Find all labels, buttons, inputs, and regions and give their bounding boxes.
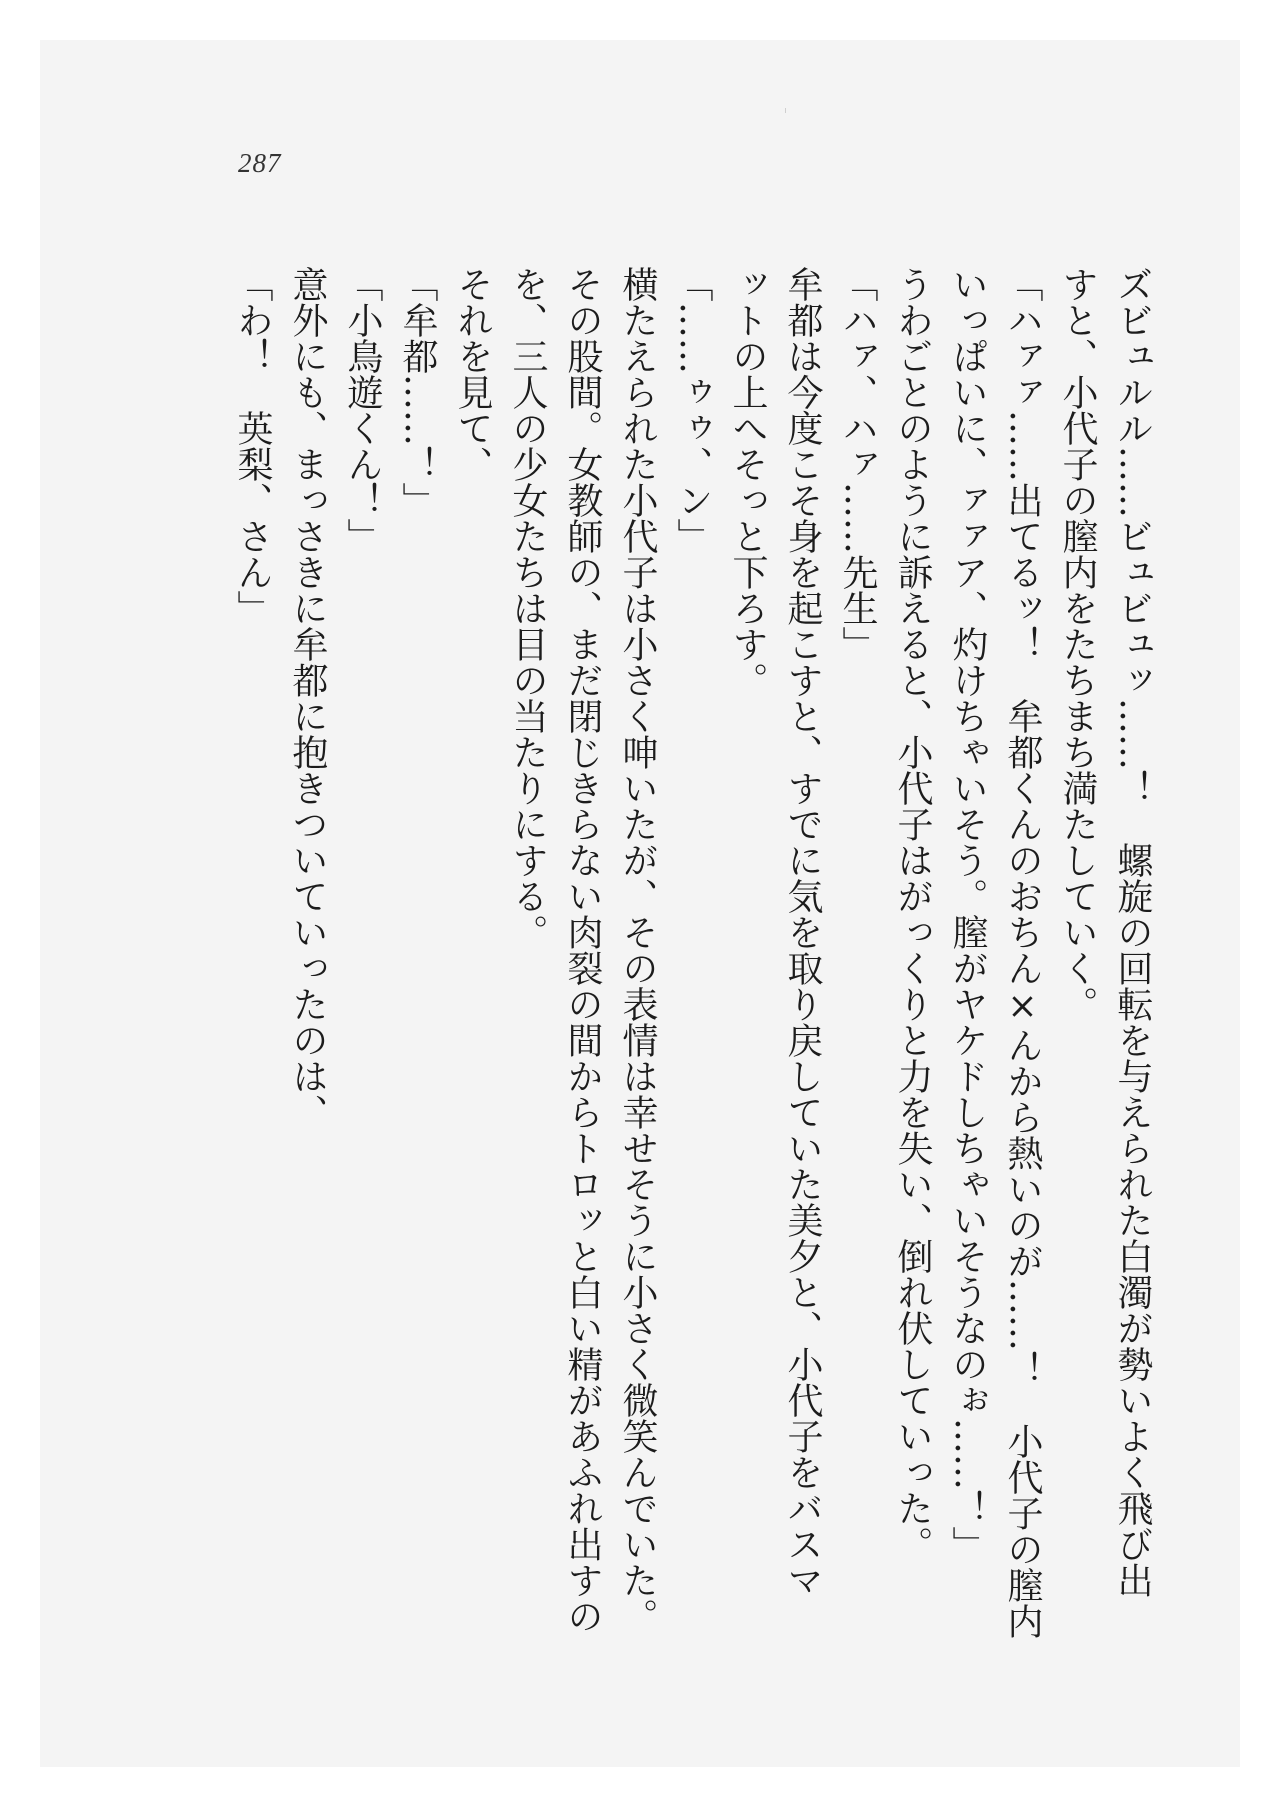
vertical-text-body xyxy=(190,266,1160,1646)
book-page xyxy=(40,40,1240,1767)
text-line: 「ハァァ……出てるッ！ 牟都くんのおちん×んから熱いのが……！ 小代子の膣内 xyxy=(1002,266,1043,1639)
page-number: 287 xyxy=(238,148,282,178)
text-line: 「わ！ 英梨、さん」 xyxy=(232,266,273,626)
text-line: 「ハァ、ハァ……先生」 xyxy=(837,266,878,662)
text-line: を、三人の少女たちは目の当たりにする。 xyxy=(507,266,548,950)
text-line: 「小鳥遊くん！」 xyxy=(342,266,383,554)
text-line: ットの上へそっと下ろす。 xyxy=(727,266,768,698)
text-line: その股間。女教師の、まだ閉じきらない肉裂の間からトロッと白い精があふれ出すの xyxy=(562,266,603,1634)
text-line: 「……ゥゥ、ン」 xyxy=(672,266,713,554)
text-line: 牟都は今度こそ身を起こすと、すでに気を取り戻していた美夕と、小代子をバスマ xyxy=(782,266,823,1598)
text-line: 「牟都……！」 xyxy=(397,266,438,518)
gutter-mark xyxy=(785,108,786,113)
text-line: それを見て、 xyxy=(452,266,493,482)
text-line: いっぱいに、ァァア、灼けちゃいそう。膣がヤケドしちゃいそうなのぉ……！」 xyxy=(947,266,988,1562)
text-line: すと、小代子の膣内をたちまち満たしていく。 xyxy=(1057,266,1098,1022)
text-line: 意外にも、まっさきに牟都に抱きついていったのは、 xyxy=(287,266,328,1130)
text-line: ズビュルル……ビュビュッ……！ 螺旋の回転を与えられた白濁が勢いよく飛び出 xyxy=(1112,266,1153,1598)
text-line: うわごとのように訴えると、小代子はがっくりと力を失い、倒れ伏していった。 xyxy=(892,266,933,1562)
text-line: 横たえられた小代子は小さく呻いたが、その表情は幸せそうに小さく微笑んでいた。 xyxy=(617,266,658,1634)
